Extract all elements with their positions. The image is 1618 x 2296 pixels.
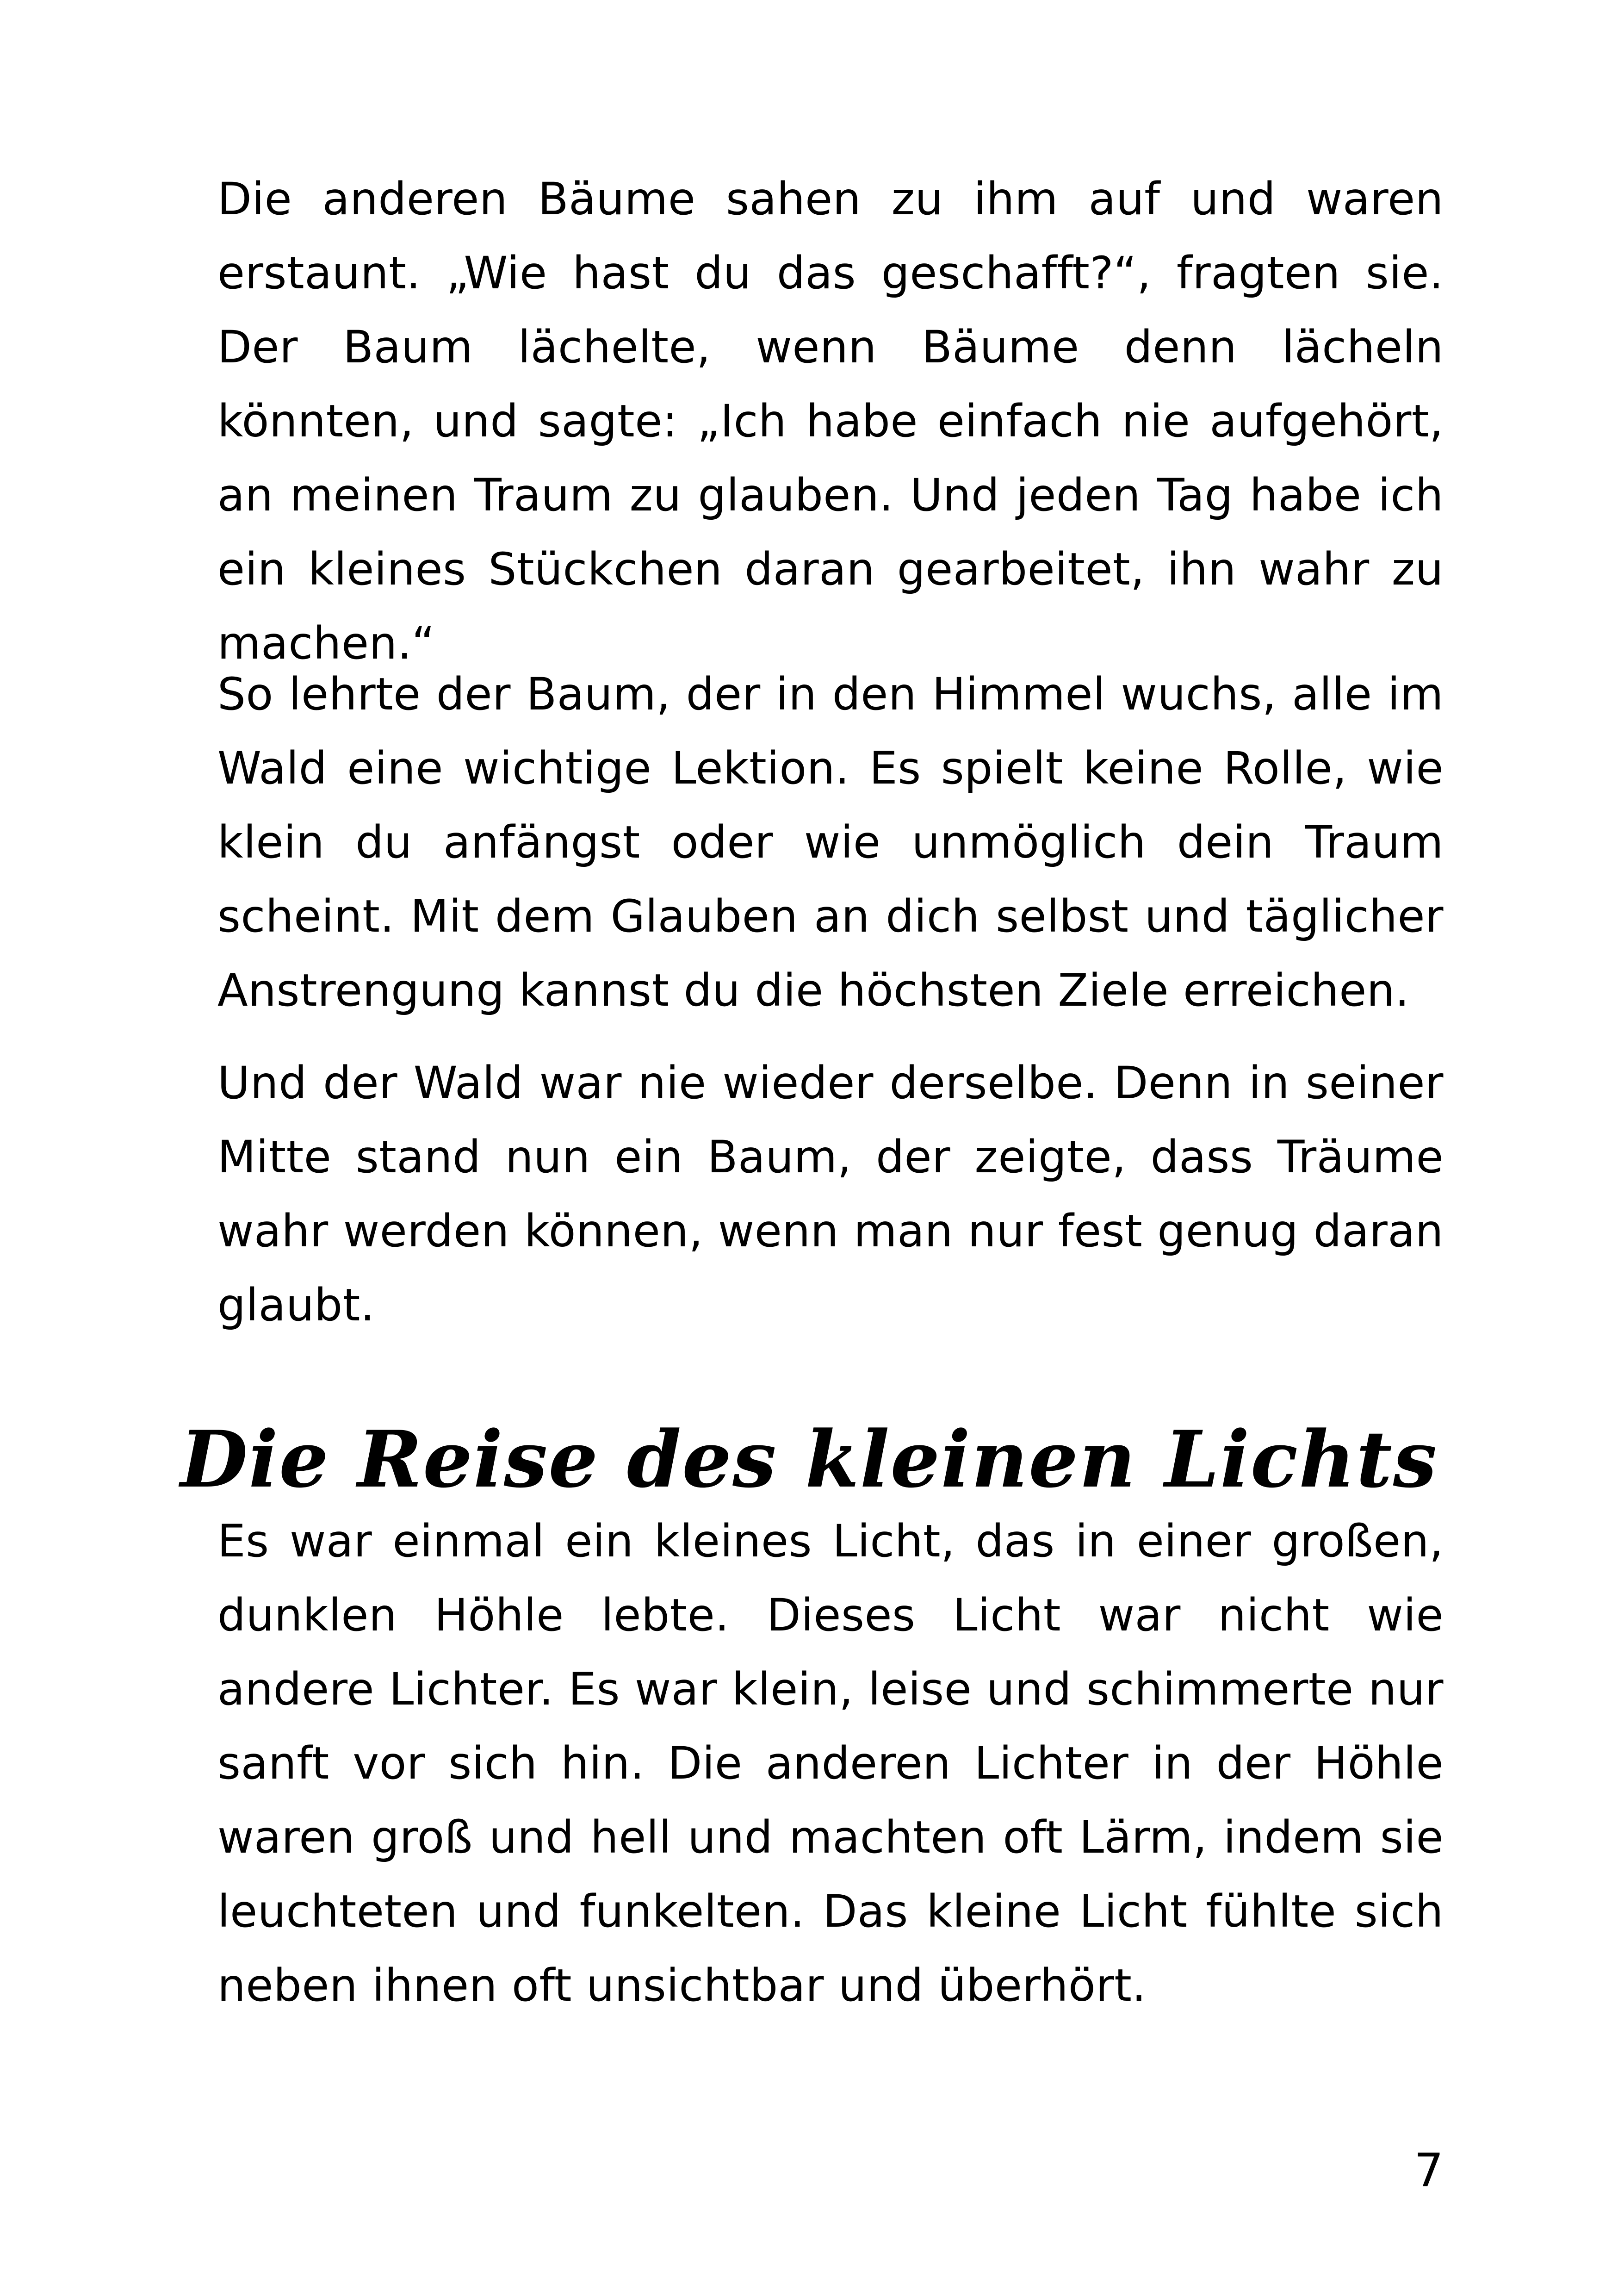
paragraph-lesson — [217, 657, 1444, 1027]
page-number: 7 — [1414, 2143, 1444, 2197]
paragraph-trees-astonished — [217, 162, 1444, 680]
paragraph-forest-changed — [217, 1046, 1444, 1342]
paragraph-text: Es war einmal ein kleines Licht, das in einer großen, dunklen Höhle lebte. Dieses Licht war nicht wie andere Lichter. Es war klein, leise und schimmerte nur sanft vor sich hin. Die anderen Lichter in der Höhle waren groß und hell und machten oft Lärm, indem sie leuchteten und funkelten. Das kleine Licht fühlte sich neben ihnen oft unsichtbar und überhört. — [217, 1515, 1444, 2011]
paragraph-text: Die anderen Bäume sahen zu ihm auf und waren erstaunt. „Wie hast du das geschafft?“, fragten sie. Der Baum lächelte, wenn Bäume denn lächeln könnten, und sagte: „Ich habe einfach nie aufgehört, an meinen Traum zu glauben. Und jeden Tag habe ich ein kleines Stückchen daran gearbeitet, ihn wahr zu machen.“ — [217, 173, 1444, 669]
paragraph-text: So lehrte der Baum, der in den Himmel wuchs, alle im Wald eine wichtige Lektion. Es spielt keine Rolle, wie klein du anfängst oder wie unmöglich dein Traum scheint. Mit dem Glauben an dich selbst und täglicher Anstrengung kannst du die höchsten Ziele erreichen. — [217, 668, 1444, 1016]
chapter-title: Die Reise des kleinen Lichts — [180, 1413, 1438, 1505]
chapter-opening-paragraph — [217, 1504, 1444, 2022]
paragraph-text: Und der Wald war nie wieder derselbe. Denn in seiner Mitte stand nun ein Baum, der zeigte, dass Träume wahr werden können, wenn man nur fest genug daran glaubt. — [217, 1057, 1444, 1331]
